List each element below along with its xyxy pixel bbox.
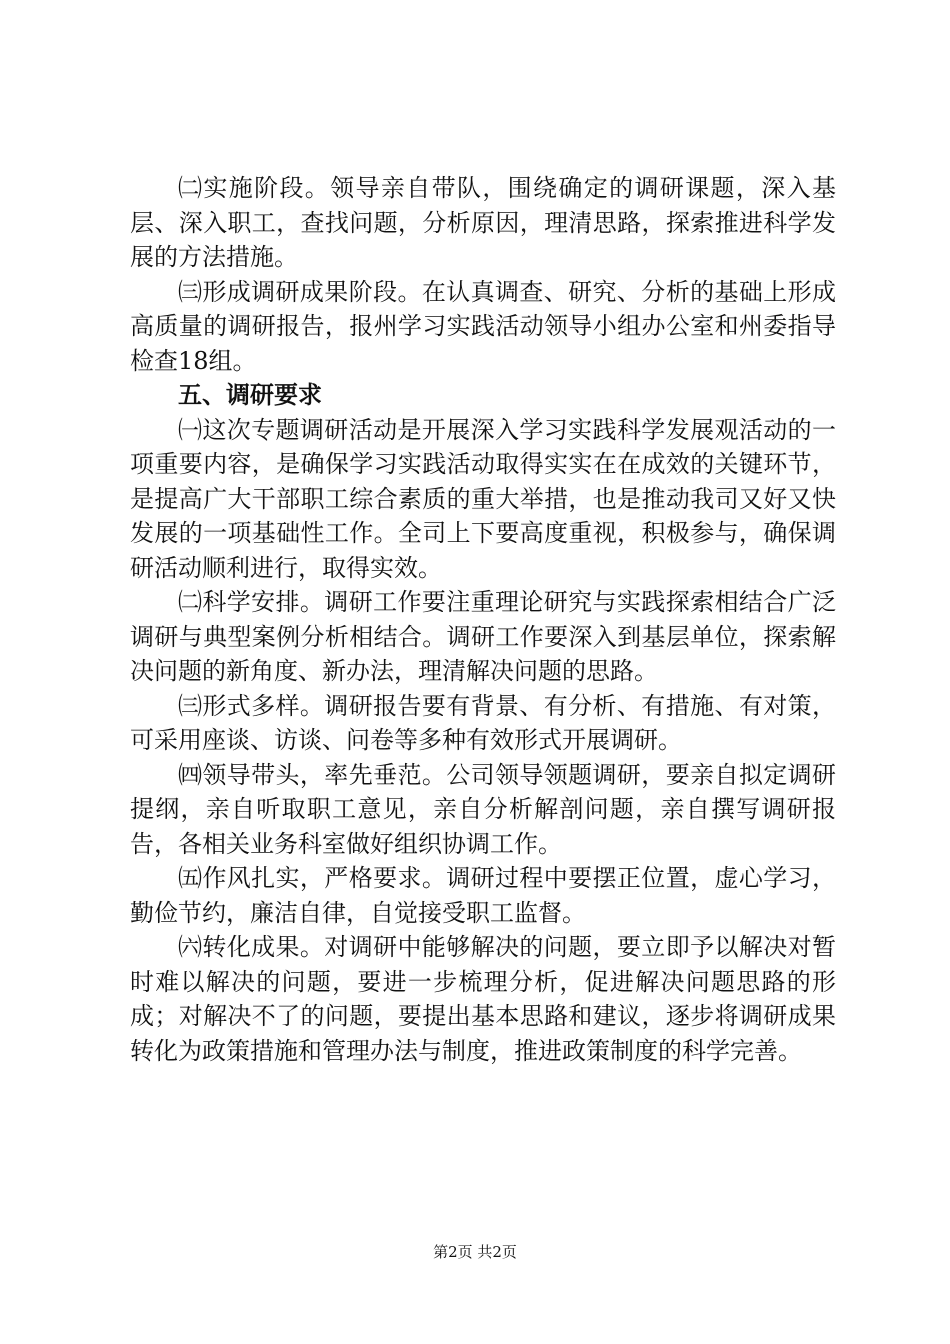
paragraph-requirement-4: ㈣领导带头，率先垂范。公司领导领题调研，要亲自拟定调研提纲，亲自听取职工意见，亲自分析解剖问题，亲自撰写调研报告，各相关业务科室做好组织协调工作。 (130, 760, 836, 858)
paragraph-requirement-6: ㈥转化成果。对调研中能够解决的问题，要立即予以解决对暂时难以解决的问题，要进一步梳理分析，促进解决问题思路的形成；对解决不了的问题，要提出基本思路和建议，逐步将调研成果转化为政策措施和管理办法与制度，推进政策制度的科学完善。 (130, 933, 836, 1065)
document-body (130, 171, 836, 1068)
section-heading-requirements: 五、调研要求 (178, 380, 322, 409)
paragraph-results-stage: ㈢形成调研成果阶段。在认真调查、研究、分析的基础上形成高质量的调研报告，报州学习实践活动领导小组办公室和州委指导检查18组。 (130, 277, 836, 375)
paragraph-requirement-5: ㈤作风扎实，严格要求。调研过程中要摆正位置，虚心学习，勤俭节约，廉洁自律，自觉接受职工监督。 (130, 864, 836, 927)
paragraph-requirement-2: ㈡科学安排。调研工作要注重理论研究与实践探索相结合广泛调研与典型案例分析相结合。调研工作要深入到基层单位，探索解决问题的新角度、新办法，理清解决问题的思路。 (130, 588, 836, 685)
paragraph-implementation-stage: ㈡实施阶段。领导亲自带队，围绕确定的调研课题，深入基层、深入职工，查找问题，分析原因，理清思路，探索推进科学发展的方法措施。 (130, 174, 836, 271)
page-footer: 第2页 共2页 (433, 1243, 517, 1261)
paragraph-requirement-1: ㈠这次专题调研活动是开展深入学习实践科学发展观活动的一项重要内容，是确保学习实践活动取得实实在在成效的关键环节，是提高广大干部职工综合素质的重大举措，也是推动我司又好又快发展的一项基础性工作。全司上下要高度重视，积极参与，确保调研活动顺利进行，取得实效。 (130, 415, 836, 582)
paragraph-requirement-3: ㈢形式多样。调研报告要有背景、有分析、有措施、有对策，可采用座谈、访谈、问卷等多种有效形式开展调研。 (130, 691, 836, 754)
